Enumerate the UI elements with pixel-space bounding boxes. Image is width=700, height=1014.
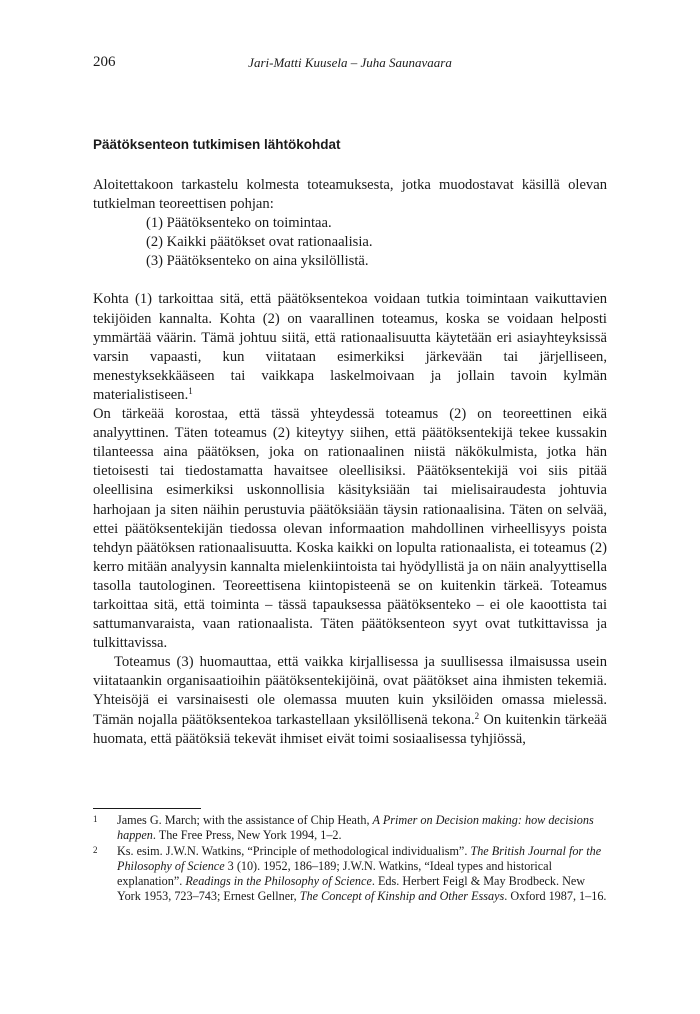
footnote-title: The Concept of Kinship and Other Essays [299, 889, 505, 904]
page-number: 206 [93, 54, 116, 70]
claim-item: (1) Päätöksenteko on toimintaa. [146, 215, 332, 232]
claim-item: (3) Päätöksenteko on aina yksilöllistä. [146, 253, 369, 270]
page-header [93, 54, 607, 74]
footnote-text: Ks. esim. J.W.N. Watkins, “Principle of methodological individualism”. [117, 843, 471, 858]
footnote-title: A Primer on Decision making: how decisions happen [117, 813, 594, 843]
footnote-text: . Eds. Herbert Feigl & May Brodbeck. New York 1953, 723–743; Ernest Gellner, [117, 874, 586, 904]
running-head: Jari-Matti Kuusela – Juha Saunavaara [248, 55, 452, 70]
footnote-2 [93, 844, 607, 905]
paragraph-2-text: On kuitenkin tärkeää huomata, että päätöksiä tekevät ihmiset eivät toimi sosiaalisessa tyhjiössä, [93, 711, 608, 747]
footnote-number: 2 [93, 844, 98, 855]
paragraph-1 [93, 290, 607, 653]
paragraph-2-text: Toteamus (3) huomauttaa, että vaikka kirjallisessa ja suullisessa ilmaisussa usein viitataankin organisaatioihin päätöksentekijöinä, ovat päätökset aina ihmisten tekemiä. Yhteisöjä ei varsinaisesti ole olemassa muuten kuin yksilöiden omassa mielessä. Tämän nojalla päätöksentekoa tarkastellaan yksilöllisenä tekona. [93, 654, 607, 728]
footnote-text: . Oxford 1987, 1–16. [504, 889, 607, 904]
intro-paragraph: Aloitettakoon tarkastelu kolmesta toteamuksesta, jotka muodostavat käsillä olevan tutkielman teoreettisen pohjan: [93, 177, 607, 213]
paragraph-2 [93, 653, 607, 748]
section-heading: Päätöksenteon tutkimisen lähtökohdat [93, 137, 341, 152]
footnote-reference[interactable]: 2 [474, 710, 480, 721]
footnote-1 [93, 813, 607, 844]
footnote-text: . The Free Press, New York 1994, 1–2. [152, 828, 342, 843]
claims-list [146, 214, 607, 271]
footnote-text: 3 (10). 1952, 186–189; J.W.N. Watkins, “Ideal types and historical explanation”. [117, 858, 552, 889]
footnote-reference[interactable]: 1 [188, 385, 193, 396]
claim-item: (2) Kaikki päätökset ovat rationaalisia. [146, 234, 373, 251]
body-text [93, 176, 607, 749]
footnote-divider [93, 808, 201, 809]
footnote-number: 1 [93, 814, 98, 824]
footnote-text: James G. March; with the assistance of Chip Heath, [117, 813, 373, 827]
footnotes [93, 813, 607, 905]
paragraph-1-text: Kohta (1) tarkoittaa sitä, että päätöksentekoa voidaan tutkia toimintaan vaikuttavien tekijöiden kannalta. Kohta (2) on vaarallinen toteamus, koska se voidaan helposti ymmärtää väärin. Tämä johtuu siitä, että rationaalisuutta käytetään eri asiayhteyksissä varsin vapaasti, kun viitataan esimerkiksi järkevään tai järjelliseen, menestyksekkääseen tai vaikkapa laskelmoivaan ja jollain tavoin kylmän materialistiseen. [93, 291, 607, 403]
footnote-title: Readings in the Philosophy of Science [185, 874, 372, 889]
footnote-title: The British Journal for the Philosophy of Science [117, 843, 602, 873]
paragraph-1-text: On tärkeää korostaa, että tässä yhteydessä toteamus (2) on teoreettinen eikä analyyttinen. Täten toteamus (2) kiteytyy siihen, että päätöksentekijä tekee kussakin tilanteessa aina päätöksen, joka on rationaalinen niistä näkökulmista, jotka hän tietoisesti tai tiedostamatta havaitsee oleellisiksi. Päätöksentekijä voi siis pitää oleellisina esimerkiksi uskonnollisia käsityksiään tai mielisairaudesta johtuvia harhojaan ja siten näihin perustuvia päätöksiään täysin rationaalisina. Täten on selvää, ettei päätöksentekijän tiedossa olevan informaation mahdollinen virheellisyys poista tehdyn päätöksen rationaalisuutta. Koska kaikki on lopulta rationaalista, ei toteamus (2) kerro mitään analyysin kannalta mielenkiintoista tai hyödyllistä ja on näin analyyttisella tasolla tautologinen. Teoreettisena kiintopisteenä se on kuitenkin tärkeä. Toteamus tarkoittaa sitä, että toiminta – tässä tapauksessa päätöksenteko – ei ole kaoottista tai sattumanvaraista, vaan rationaalista. Täten päätöksenteon syyt ovat tutkittavissa ja tulkittavissa. [93, 406, 607, 652]
